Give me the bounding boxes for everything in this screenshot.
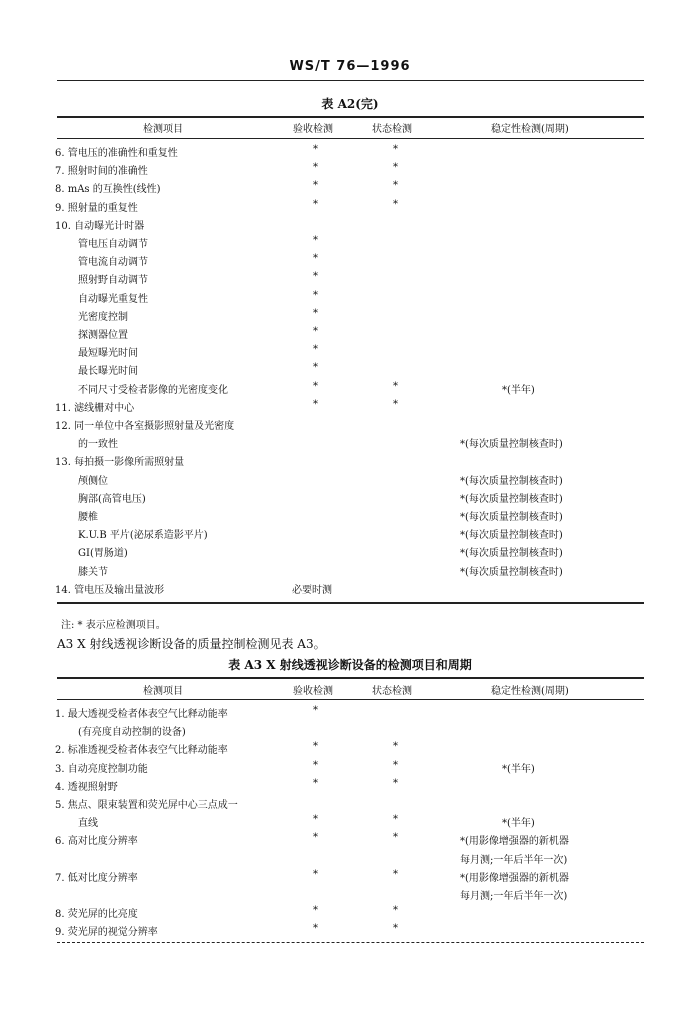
cell-item: 直线 bbox=[78, 818, 98, 830]
table-row bbox=[0, 379, 700, 397]
cell-stability: *(每次质量控制核查时) bbox=[460, 493, 563, 505]
cell-item: 12. 同一单位中各室摄影照射量及光密度 bbox=[55, 421, 235, 432]
table-row bbox=[0, 776, 700, 794]
table-row bbox=[0, 269, 700, 287]
table-row bbox=[0, 812, 700, 830]
cell-item: 8. mAs 的互换性(线性) bbox=[55, 184, 161, 196]
table-a2-header-stability: 稳定性检测(周期) bbox=[491, 124, 569, 135]
table-a3-top-rule bbox=[57, 677, 644, 679]
table-row bbox=[0, 703, 700, 721]
cell-acceptance: * bbox=[313, 923, 318, 935]
cell-acceptance: * bbox=[313, 362, 318, 374]
cell-item: 管电流自动调节 bbox=[78, 257, 148, 269]
cell-item: 13. 每拍摄一影像所需照射量 bbox=[55, 457, 185, 469]
table-row bbox=[0, 360, 700, 378]
table-row bbox=[0, 849, 700, 867]
table-row bbox=[0, 324, 700, 342]
cell-item: 的一致性 bbox=[78, 439, 118, 451]
table-row bbox=[0, 342, 700, 360]
table-a2-caption: 表 A2(完) bbox=[321, 97, 379, 111]
table-a3-caption: 表 A3 X 射线透视诊断设备的检测项目和周期 bbox=[228, 658, 472, 672]
table-row bbox=[0, 197, 700, 215]
table-a3-header-acceptance: 验收检测 bbox=[293, 686, 333, 697]
table-row bbox=[0, 579, 700, 597]
table-row bbox=[0, 921, 700, 939]
table-row bbox=[0, 397, 700, 415]
table-a2-header-rule bbox=[57, 138, 644, 139]
cell-status: * bbox=[393, 144, 398, 155]
table-a3-continues-rule bbox=[57, 942, 644, 943]
table-row bbox=[0, 470, 700, 488]
cell-acceptance: * bbox=[313, 162, 318, 174]
cell-item: 7. 低对比度分辨率 bbox=[55, 872, 138, 884]
table-row bbox=[0, 251, 700, 269]
cell-item: 膝关节 bbox=[78, 566, 108, 578]
table-row bbox=[0, 758, 700, 776]
table-row bbox=[0, 739, 700, 757]
table-row bbox=[0, 233, 700, 251]
table-row bbox=[0, 561, 700, 579]
table-a3-header-status: 状态检测 bbox=[372, 686, 412, 697]
cell-stability: *(每次质量控制核查时) bbox=[460, 566, 563, 578]
cell-acceptance: * bbox=[313, 144, 318, 155]
cell-item: 腰椎 bbox=[78, 512, 98, 523]
cell-item: 11. 滤线栅对中心 bbox=[55, 402, 135, 414]
cell-item: 14. 管电压及输出量波形 bbox=[55, 584, 165, 596]
cell-item: 颅侧位 bbox=[78, 475, 108, 487]
standard-number: WS/T 76—1996 bbox=[289, 59, 411, 74]
cell-acceptance: * bbox=[313, 344, 318, 356]
table-row bbox=[0, 178, 700, 196]
cell-acceptance: * bbox=[313, 235, 318, 246]
table-row bbox=[0, 794, 700, 812]
table-row bbox=[0, 488, 700, 506]
table-a2-header-status: 状态检测 bbox=[372, 124, 412, 135]
cell-status: * bbox=[393, 905, 398, 917]
cell-status: * bbox=[393, 180, 398, 192]
cell-acceptance: * bbox=[313, 905, 318, 917]
cell-acceptance: * bbox=[313, 289, 318, 301]
table-row bbox=[0, 433, 700, 451]
table-row bbox=[0, 215, 700, 233]
table-a3-header-rule bbox=[57, 699, 644, 700]
table-row bbox=[0, 288, 700, 306]
cell-stability: *(半年) bbox=[502, 818, 535, 830]
cell-status: * bbox=[393, 380, 398, 392]
cell-item: 7. 照射时间的准确性 bbox=[55, 166, 148, 178]
cell-item: (有亮度自动控制的设备) bbox=[78, 727, 186, 739]
cell-acceptance: * bbox=[313, 832, 318, 844]
cell-acceptance: * bbox=[313, 759, 318, 771]
table-row bbox=[0, 721, 700, 739]
section-a3-text: A3 X 射线透视诊断设备的质量控制检测见表 A3。 bbox=[57, 637, 326, 651]
cell-item: 3. 自动亮度控制功能 bbox=[55, 763, 148, 775]
cell-status: * bbox=[393, 162, 398, 174]
cell-item: 9. 照射量的重复性 bbox=[55, 202, 138, 214]
cell-item: 探测器位置 bbox=[78, 330, 128, 341]
cell-stability: *(半年) bbox=[502, 384, 535, 396]
cell-status: * bbox=[393, 777, 398, 789]
cell-acceptance: * bbox=[313, 398, 318, 410]
cell-acceptance: * bbox=[313, 705, 318, 716]
cell-item: 6. 管电压的准确性和重复性 bbox=[55, 148, 178, 159]
table-row bbox=[0, 830, 700, 848]
cell-stability: *(半年) bbox=[502, 763, 535, 775]
cell-stability: *(每次质量控制核查时) bbox=[460, 512, 563, 523]
cell-acceptance: * bbox=[313, 253, 318, 265]
cell-acceptance: * bbox=[313, 307, 318, 319]
cell-acceptance: * bbox=[313, 271, 318, 283]
table-row bbox=[0, 867, 700, 885]
cell-item: 10. 自动曝光计时器 bbox=[55, 220, 145, 232]
cell-stability: *(用影像增强器的新机器 bbox=[460, 872, 569, 884]
table-row bbox=[0, 885, 700, 903]
cell-item: 胸部(高管电压) bbox=[78, 493, 146, 505]
cell-item: 6. 高对比度分辨率 bbox=[55, 836, 138, 848]
cell-stability: *(每次质量控制核查时) bbox=[460, 475, 563, 487]
cell-status: * bbox=[393, 198, 398, 210]
table-row bbox=[0, 524, 700, 542]
table-a2-bottom-rule bbox=[57, 602, 644, 604]
cell-item: 1. 最大透视受检者体表空气比释动能率 bbox=[55, 709, 228, 720]
cell-status: * bbox=[393, 741, 398, 753]
cell-acceptance: * bbox=[313, 777, 318, 789]
table-row bbox=[0, 451, 700, 469]
cell-item: 最短曝光时间 bbox=[78, 348, 138, 360]
cell-item: 管电压自动调节 bbox=[78, 239, 148, 250]
cell-stability: *(每次质量控制核查时) bbox=[460, 548, 563, 560]
cell-acceptance: 必要时测 bbox=[292, 584, 332, 596]
cell-stability: *(每次质量控制核查时) bbox=[460, 530, 563, 542]
table-row bbox=[0, 142, 700, 160]
cell-acceptance: * bbox=[313, 198, 318, 210]
table-row bbox=[0, 542, 700, 560]
cell-acceptance: * bbox=[313, 380, 318, 392]
cell-acceptance: * bbox=[313, 326, 318, 337]
table-a2-top-rule bbox=[57, 116, 644, 118]
cell-item: 照射野自动调节 bbox=[78, 275, 148, 287]
table-a3-header-stability: 稳定性检测(周期) bbox=[491, 686, 569, 697]
cell-status: * bbox=[393, 868, 398, 880]
cell-acceptance: * bbox=[313, 180, 318, 192]
cell-item: 4. 透视照射野 bbox=[55, 781, 118, 793]
cell-item: 2. 标准透视受检者体表空气比释动能率 bbox=[55, 745, 228, 757]
cell-item: 9. 荧光屏的视觉分辨率 bbox=[55, 927, 158, 939]
cell-acceptance: * bbox=[313, 868, 318, 880]
table-a2-header-item: 检测项目 bbox=[143, 124, 183, 135]
cell-item: 8. 荧光屏的比亮度 bbox=[55, 909, 138, 921]
header-rule bbox=[57, 80, 644, 81]
cell-acceptance: * bbox=[313, 741, 318, 753]
cell-item: 自动曝光重复性 bbox=[78, 293, 148, 305]
cell-item: GI(胃肠道) bbox=[78, 548, 128, 560]
cell-status: * bbox=[393, 832, 398, 844]
cell-acceptance: * bbox=[313, 814, 318, 826]
cell-stability: *(每次质量控制核查时) bbox=[460, 439, 563, 451]
cell-item: 光密度控制 bbox=[78, 311, 128, 323]
cell-item: 5. 焦点、限束装置和荧光屏中心三点成一 bbox=[55, 800, 238, 811]
cell-item: 最长曝光时间 bbox=[78, 366, 138, 378]
cell-status: * bbox=[393, 398, 398, 410]
table-a2-note: 注: * 表示应检测项目。 bbox=[61, 620, 166, 631]
table-a2-header-acceptance: 验收检测 bbox=[293, 124, 333, 135]
table-row bbox=[0, 506, 700, 524]
cell-status: * bbox=[393, 814, 398, 826]
table-row bbox=[0, 306, 700, 324]
cell-stability: *(用影像增强器的新机器 bbox=[460, 836, 569, 848]
table-row bbox=[0, 160, 700, 178]
cell-stability: 每月测;一年后半年一次) bbox=[460, 854, 568, 866]
cell-stability: 每月测;一年后半年一次) bbox=[460, 891, 568, 902]
table-a3-header-item: 检测项目 bbox=[143, 686, 183, 697]
table-row bbox=[0, 415, 700, 433]
cell-status: * bbox=[393, 923, 398, 935]
cell-item: K.U.B 平片(泌尿系造影平片) bbox=[78, 530, 208, 542]
cell-status: * bbox=[393, 759, 398, 771]
cell-item: 不同尺寸受检者影像的光密度变化 bbox=[78, 384, 228, 396]
table-row bbox=[0, 903, 700, 921]
